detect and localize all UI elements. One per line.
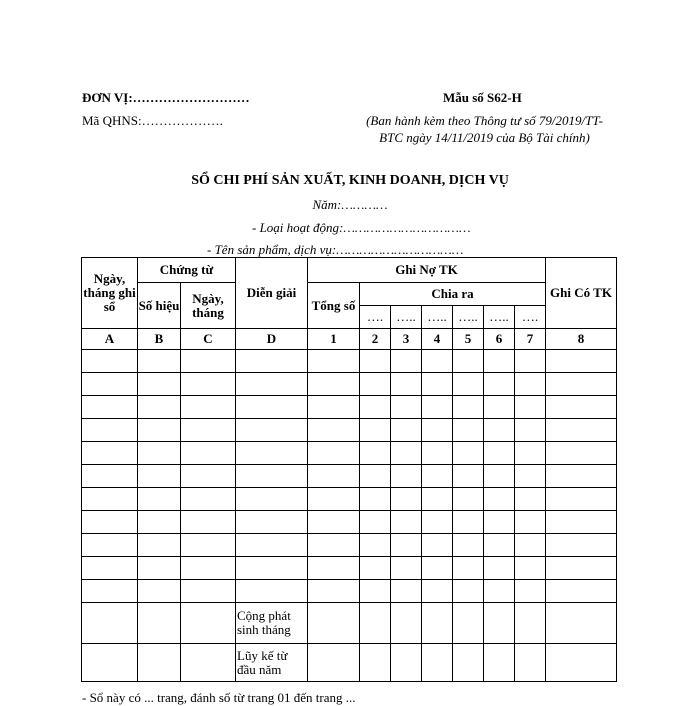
table-cell — [484, 419, 515, 442]
table-cell — [308, 396, 360, 419]
table-cell — [391, 373, 422, 396]
table-cell — [515, 511, 546, 534]
table-cell — [546, 465, 617, 488]
table-row — [82, 350, 617, 373]
table-row — [82, 557, 617, 580]
table-cell — [546, 557, 617, 580]
table-cell — [546, 603, 617, 644]
table-cell — [546, 419, 617, 442]
table-cell — [453, 396, 484, 419]
table-cell — [484, 580, 515, 603]
table-cell — [546, 644, 617, 682]
table-cell — [138, 557, 181, 580]
issued-note — [352, 112, 617, 146]
table-cell — [181, 419, 236, 442]
table-cell — [138, 419, 181, 442]
table-cell — [308, 534, 360, 557]
header-debit: Ghi Nợ TK — [308, 258, 546, 283]
table-cell — [308, 373, 360, 396]
qhns-label: Mã QHNS:………………. — [82, 113, 223, 128]
table-cell — [138, 644, 181, 682]
table-cell — [515, 580, 546, 603]
table-row — [82, 442, 617, 465]
table-cell — [138, 488, 181, 511]
table-cell — [422, 419, 453, 442]
table-cell — [484, 350, 515, 373]
table-cell — [181, 373, 236, 396]
breakdown-dots: ….. — [484, 306, 515, 329]
document-title: SỔ CHI PHÍ SẢN XUẤT, KINH DOANH, DỊCH VỤ — [191, 173, 509, 188]
table-cell — [391, 603, 422, 644]
table-cell — [484, 603, 515, 644]
table-cell — [308, 488, 360, 511]
table-cell — [236, 350, 308, 373]
table-cell — [82, 603, 138, 644]
table-cell — [453, 603, 484, 644]
table-cell — [546, 580, 617, 603]
table-cell — [138, 465, 181, 488]
code-cell: 8 — [546, 329, 617, 350]
table-cell — [308, 644, 360, 682]
table-row — [82, 534, 617, 557]
table-cell — [181, 603, 236, 644]
row-total-month-label: Cộng phát sinh tháng — [236, 603, 308, 644]
code-cell: C — [181, 329, 236, 350]
table-cell — [422, 465, 453, 488]
unit-label: ĐƠN VỊ:……………………… — [82, 90, 250, 105]
table-row — [82, 511, 617, 534]
table-cell — [391, 465, 422, 488]
table-cell — [453, 488, 484, 511]
table-cell — [181, 557, 236, 580]
table-cell — [360, 511, 391, 534]
table-cell — [82, 373, 138, 396]
table-row — [82, 488, 617, 511]
table-cell — [422, 603, 453, 644]
table-cell — [181, 465, 236, 488]
table-cell — [422, 373, 453, 396]
table-row — [82, 580, 617, 603]
table-cell — [391, 511, 422, 534]
table-cell — [391, 557, 422, 580]
row-cumulative-label: Lũy kế từ đầu năm — [236, 644, 308, 682]
table-cell — [82, 350, 138, 373]
code-cell: 6 — [484, 329, 515, 350]
breakdown-dots: ….. — [422, 306, 453, 329]
table-cell — [453, 350, 484, 373]
header-voucher-no: Số hiệu — [138, 283, 181, 329]
table-cell — [484, 511, 515, 534]
table-cell — [422, 580, 453, 603]
table-cell — [181, 511, 236, 534]
table-cell — [236, 419, 308, 442]
table-cell — [515, 419, 546, 442]
table-cell — [453, 419, 484, 442]
table-cell — [360, 534, 391, 557]
breakdown-dots: …. — [360, 306, 391, 329]
table-cell — [138, 396, 181, 419]
table-cell — [236, 373, 308, 396]
table-cell — [422, 396, 453, 419]
row-total-month — [82, 603, 617, 644]
table-row — [82, 373, 617, 396]
table-cell — [484, 442, 515, 465]
table-cell — [422, 644, 453, 682]
table-cell — [181, 396, 236, 419]
table-cell — [236, 534, 308, 557]
table-cell — [360, 644, 391, 682]
table-cell — [181, 580, 236, 603]
table-cell — [82, 419, 138, 442]
table-cell — [391, 419, 422, 442]
table-row — [82, 396, 617, 419]
table-cell — [181, 488, 236, 511]
table-cell — [82, 580, 138, 603]
table-cell — [181, 442, 236, 465]
table-cell — [360, 396, 391, 419]
code-cell: D — [236, 329, 308, 350]
table-cell — [484, 465, 515, 488]
table-cell — [308, 557, 360, 580]
code-cell: 2 — [360, 329, 391, 350]
table-cell — [546, 534, 617, 557]
table-cell — [236, 511, 308, 534]
table-cell — [82, 557, 138, 580]
breakdown-dots: ….. — [391, 306, 422, 329]
table-cell — [391, 580, 422, 603]
header-voucher-date: Ngày, tháng — [181, 283, 236, 329]
table-cell — [360, 580, 391, 603]
table-cell — [453, 534, 484, 557]
table-cell — [515, 603, 546, 644]
code-cell: B — [138, 329, 181, 350]
table-cell — [360, 419, 391, 442]
table-cell — [484, 644, 515, 682]
table-cell — [138, 534, 181, 557]
table-cell — [308, 603, 360, 644]
table-cell — [484, 488, 515, 511]
table-cell — [484, 557, 515, 580]
table-cell — [236, 488, 308, 511]
table-cell — [360, 603, 391, 644]
header-total: Tổng số — [308, 283, 360, 329]
table-cell — [453, 644, 484, 682]
table-cell — [308, 465, 360, 488]
table-cell — [360, 442, 391, 465]
issued-line-2: BTC ngày 14/11/2019 của Bộ Tài chính) — [379, 130, 590, 145]
table-cell — [515, 488, 546, 511]
table-cell — [82, 442, 138, 465]
table-cell — [308, 442, 360, 465]
header-description: Diễn giải — [236, 258, 308, 329]
table-cell — [453, 557, 484, 580]
table-cell — [515, 465, 546, 488]
code-cell: 7 — [515, 329, 546, 350]
table-cell — [181, 644, 236, 682]
code-cell: 1 — [308, 329, 360, 350]
table-cell — [422, 442, 453, 465]
table-cell — [82, 511, 138, 534]
table-cell — [484, 396, 515, 419]
table-cell — [546, 350, 617, 373]
table-cell — [515, 442, 546, 465]
table-cell — [82, 534, 138, 557]
table-cell — [360, 488, 391, 511]
table-cell — [236, 465, 308, 488]
breakdown-dots: …. — [515, 306, 546, 329]
table-cell — [391, 534, 422, 557]
table-cell — [422, 534, 453, 557]
table-cell — [546, 488, 617, 511]
breakdown-dots: ….. — [453, 306, 484, 329]
table-cell — [236, 442, 308, 465]
table-cell — [236, 396, 308, 419]
ledger-table — [81, 257, 617, 682]
header-voucher: Chứng từ — [138, 258, 236, 283]
table-cell — [82, 396, 138, 419]
code-cell: A — [82, 329, 138, 350]
table-cell — [391, 350, 422, 373]
table-cell — [515, 644, 546, 682]
table-cell — [138, 442, 181, 465]
header-date: Ngày, tháng ghi sổ — [82, 258, 138, 329]
activity-label: - Loại hoạt động:…………………………… — [252, 220, 471, 235]
table-cell — [82, 465, 138, 488]
table-row — [82, 419, 617, 442]
table-cell — [515, 557, 546, 580]
footer-note: - Sổ này có ... trang, đánh số từ trang 01 đến trang ... — [82, 690, 356, 705]
table-cell — [546, 396, 617, 419]
table-cell — [391, 488, 422, 511]
table-cell — [422, 511, 453, 534]
table-cell — [453, 580, 484, 603]
table-cell — [138, 511, 181, 534]
table-cell — [308, 511, 360, 534]
table-cell — [236, 557, 308, 580]
table-cell — [484, 373, 515, 396]
table-cell — [453, 373, 484, 396]
year-label: Năm:………… — [312, 197, 388, 212]
form-code: Mẫu số S62-H — [443, 90, 522, 105]
table-cell — [515, 396, 546, 419]
table-cell — [138, 350, 181, 373]
code-cell: 4 — [422, 329, 453, 350]
table-cell — [484, 534, 515, 557]
table-cell — [391, 644, 422, 682]
table-cell — [360, 373, 391, 396]
table-cell — [546, 511, 617, 534]
table-cell — [453, 511, 484, 534]
row-cumulative — [82, 644, 617, 682]
table-cell — [360, 465, 391, 488]
product-label: - Tên sản phẩm, dịch vụ:…………………………… — [207, 242, 464, 257]
table-cell — [236, 580, 308, 603]
table-row — [82, 465, 617, 488]
table-cell — [546, 442, 617, 465]
table-cell — [453, 442, 484, 465]
table-cell — [422, 557, 453, 580]
table-cell — [422, 350, 453, 373]
table-cell — [181, 350, 236, 373]
table-cell — [138, 373, 181, 396]
table-cell — [82, 644, 138, 682]
table-cell — [422, 488, 453, 511]
table-cell — [138, 603, 181, 644]
table-cell — [308, 419, 360, 442]
table-cell — [138, 580, 181, 603]
table-cell — [546, 373, 617, 396]
table-cell — [453, 465, 484, 488]
table-cell — [308, 350, 360, 373]
issued-line-1: (Ban hành kèm theo Thông tư số 79/2019/TT- — [366, 113, 603, 128]
table-cell — [515, 534, 546, 557]
table-cell — [391, 442, 422, 465]
table-cell — [391, 396, 422, 419]
header-credit: Ghi Có TK — [546, 258, 617, 329]
table-cell — [515, 373, 546, 396]
header-breakdown: Chia ra — [360, 283, 546, 306]
table-cell — [360, 557, 391, 580]
code-cell: 5 — [453, 329, 484, 350]
code-cell: 3 — [391, 329, 422, 350]
table-cell — [82, 488, 138, 511]
table-cell — [360, 350, 391, 373]
table-cell — [515, 350, 546, 373]
table-cell — [181, 534, 236, 557]
table-cell — [308, 580, 360, 603]
